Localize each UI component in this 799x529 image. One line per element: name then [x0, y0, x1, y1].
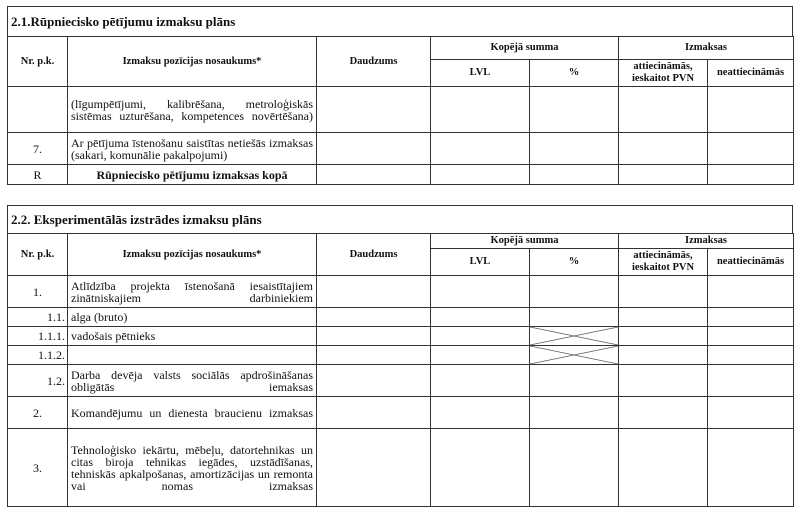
cell-ineligible[interactable]	[708, 133, 794, 165]
cell-eligible[interactable]	[619, 133, 708, 165]
row-number: 1.	[8, 276, 68, 308]
header-percent: %	[530, 60, 619, 87]
row-name: Atlīdzība projekta īstenošanā iesaistītajiem zinātniskajiem darbiniekiem	[68, 276, 317, 308]
cell-quantity[interactable]	[317, 397, 431, 429]
cell-quantity[interactable]	[317, 346, 431, 365]
header-quantity: Daudzums	[317, 234, 431, 276]
cell-quantity[interactable]	[317, 276, 431, 308]
table-row	[8, 397, 794, 429]
row-name	[68, 346, 317, 365]
row-number: 2.	[8, 397, 68, 429]
cell-percent-crossed	[530, 346, 619, 365]
table-row	[8, 133, 794, 165]
table-row	[8, 87, 794, 133]
document-sheet	[7, 6, 793, 507]
section-title-2-2: 2.2. Eksperimentālās izstrādes izmaksu plāns	[7, 205, 793, 233]
row-name: Komandējumu un dienesta braucienu izmaksas	[68, 397, 317, 429]
header-quantity: Daudzums	[317, 37, 431, 87]
cell-ineligible[interactable]	[708, 308, 794, 327]
cell-eligible[interactable]	[619, 346, 708, 365]
table-row	[8, 429, 794, 507]
cell-percent[interactable]	[530, 429, 619, 507]
cross-out-icon	[530, 327, 618, 345]
cell-eligible[interactable]	[619, 397, 708, 429]
cell-eligible[interactable]	[619, 365, 708, 397]
row-name-total: Rūpnieciskо pētījumu izmaksas kopā	[68, 165, 317, 185]
header-eligible: attiecināmās, ieskaitot PVN	[619, 60, 708, 87]
cell-percent[interactable]	[530, 365, 619, 397]
row-number: 7.	[8, 133, 68, 165]
cell-ineligible[interactable]	[708, 429, 794, 507]
table-row	[8, 346, 794, 365]
header-ineligible: neattiecināmās	[708, 60, 794, 87]
header-eligible: attiecināmās, ieskaitot PVN	[619, 249, 708, 276]
header-costs: Izmaksas	[619, 234, 794, 249]
cell-ineligible[interactable]	[708, 165, 794, 185]
cell-ineligible[interactable]	[708, 397, 794, 429]
cell-quantity[interactable]	[317, 165, 431, 185]
row-number: 1.1.	[8, 308, 68, 327]
table-row	[8, 276, 794, 308]
cross-out-icon	[530, 346, 618, 364]
cell-percent-crossed	[530, 327, 619, 346]
cell-lvl[interactable]	[431, 308, 530, 327]
cell-eligible[interactable]	[619, 87, 708, 133]
section-gap	[7, 185, 793, 205]
cell-percent[interactable]	[530, 133, 619, 165]
row-number: 1.2.	[8, 365, 68, 397]
cell-quantity[interactable]	[317, 308, 431, 327]
cell-percent[interactable]	[530, 308, 619, 327]
header-nr: Nr. p.k.	[8, 234, 68, 276]
header-ineligible: neattiecināmās	[708, 249, 794, 276]
table-row-total	[8, 165, 794, 185]
cell-ineligible[interactable]	[708, 276, 794, 308]
cell-quantity[interactable]	[317, 133, 431, 165]
table-row	[8, 308, 794, 327]
row-name: Tehnoloģisko iekārtu, mēbeļu, datortehnikas un citas biroja tehnikas iegādes, uzstādīšanas, tehniskās apkalpošanas, amortizācijas un remonta vai nomas izmaksas	[68, 429, 317, 507]
cell-percent[interactable]	[530, 165, 619, 185]
header-nr: Nr. p.k.	[8, 37, 68, 87]
row-name: Ar pētījuma īstenošanu saistītas netiešās izmaksas (sakari, komunālie pakalpojumi)	[68, 133, 317, 165]
cell-eligible[interactable]	[619, 276, 708, 308]
header-lvl: LVL	[431, 60, 530, 87]
cell-eligible[interactable]	[619, 165, 708, 185]
row-name: (līgumpētījumi, kalibrēšana, metroloģiskās sistēmas uzturēšana, kompetences novērtēšana)	[68, 87, 317, 133]
cell-ineligible[interactable]	[708, 327, 794, 346]
cell-lvl[interactable]	[431, 397, 530, 429]
row-number: R	[8, 165, 68, 185]
cell-ineligible[interactable]	[708, 365, 794, 397]
cell-lvl[interactable]	[431, 429, 530, 507]
row-number: 3.	[8, 429, 68, 507]
cell-quantity[interactable]	[317, 327, 431, 346]
header-costs: Izmaksas	[619, 37, 794, 60]
row-name: alga (bruto)	[68, 308, 317, 327]
cell-quantity[interactable]	[317, 365, 431, 397]
header-name: Izmaksu pozīcijas nosaukums*	[68, 37, 317, 87]
row-number: 1.1.2.	[8, 346, 68, 365]
section-title-2-1: 2.1.Rūpnieciskо pētījumu izmaksu plāns	[7, 6, 793, 36]
cell-quantity[interactable]	[317, 429, 431, 507]
row-number	[8, 87, 68, 133]
row-name: vadošais pētnieks	[68, 327, 317, 346]
cell-ineligible[interactable]	[708, 87, 794, 133]
cell-percent[interactable]	[530, 397, 619, 429]
header-percent: %	[530, 249, 619, 276]
cell-eligible[interactable]	[619, 327, 708, 346]
header-total-sum: Kopējā summa	[431, 234, 619, 249]
cell-eligible[interactable]	[619, 429, 708, 507]
cell-lvl[interactable]	[431, 346, 530, 365]
cell-quantity[interactable]	[317, 87, 431, 133]
table-row	[8, 365, 794, 397]
row-name: Darba devēja valsts sociālās apdrošināšanas obligātās iemaksas	[68, 365, 317, 397]
header-name: Izmaksu pozīcijas nosaukums*	[68, 234, 317, 276]
cell-lvl[interactable]	[431, 133, 530, 165]
cell-percent[interactable]	[530, 276, 619, 308]
cell-eligible[interactable]	[619, 308, 708, 327]
cell-percent[interactable]	[530, 87, 619, 133]
table-row	[8, 327, 794, 346]
cell-lvl[interactable]	[431, 276, 530, 308]
cell-lvl[interactable]	[431, 327, 530, 346]
cell-lvl[interactable]	[431, 165, 530, 185]
cell-lvl[interactable]	[431, 365, 530, 397]
cell-lvl[interactable]	[431, 87, 530, 133]
header-lvl: LVL	[431, 249, 530, 276]
cost-table-2-1	[7, 36, 794, 185]
cost-table-2-2	[7, 233, 794, 507]
cell-ineligible[interactable]	[708, 346, 794, 365]
row-number: 1.1.1.	[8, 327, 68, 346]
header-total-sum: Kopējā summa	[431, 37, 619, 60]
